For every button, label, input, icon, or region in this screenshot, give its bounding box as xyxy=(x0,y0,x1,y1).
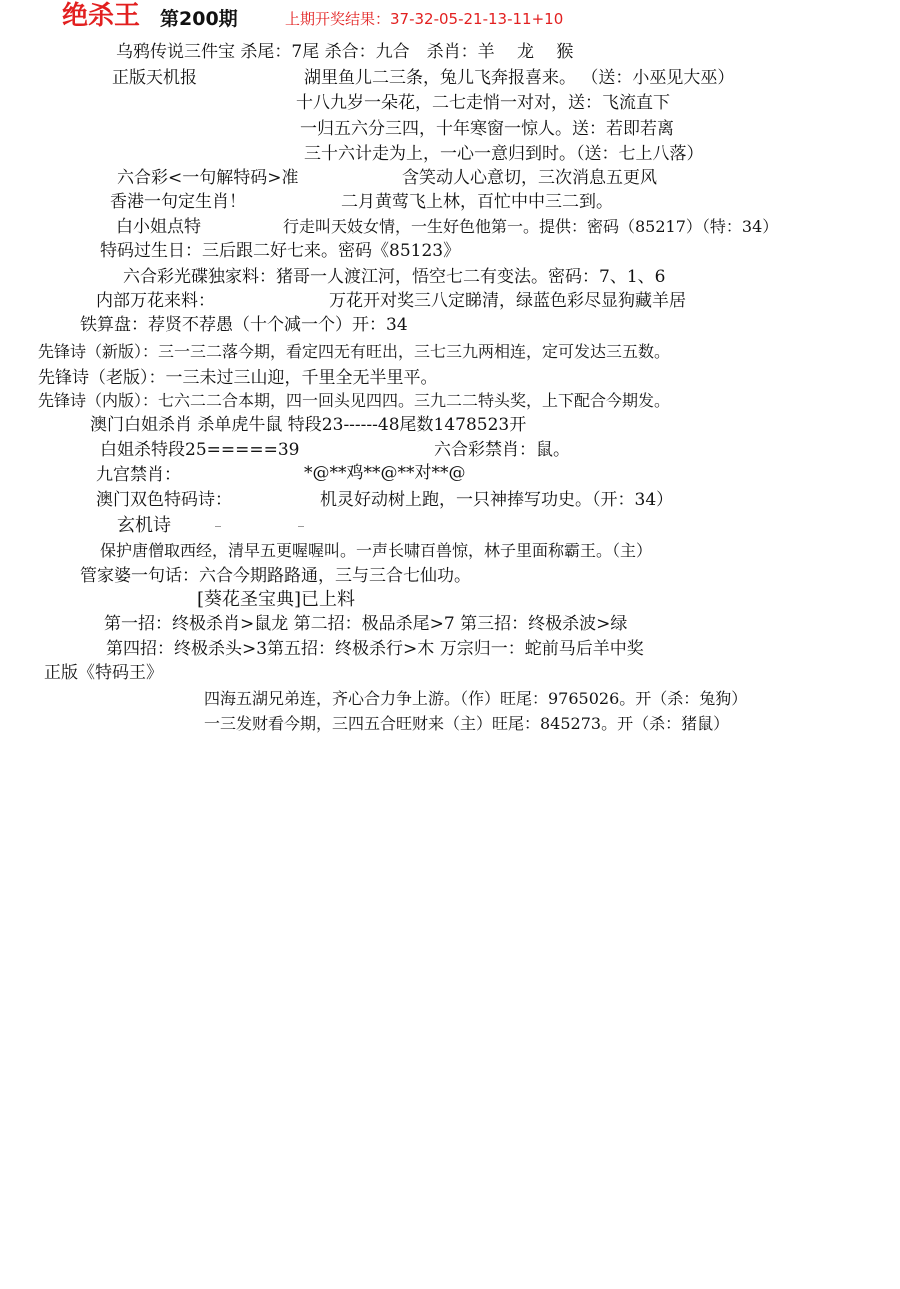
text-line: 澳门白姐杀肖 杀单虎牛鼠 特段23------48尾数1478523开 xyxy=(90,415,527,435)
text-line: 白姐杀特段25=====39 xyxy=(100,440,300,460)
text-line: 湖里鱼儿二三条，兔儿飞奔报喜来。 （送：小巫见大巫） xyxy=(304,68,735,88)
text-line: 保护唐僧取西经，清早五更喔喔叫。一声长啸百兽惊，林子里面称霸王。（主） xyxy=(100,541,653,560)
text-line: [葵花圣宝典]已上料 xyxy=(197,589,356,610)
text-line: 玄机诗 xyxy=(117,515,171,536)
text-line: 乌鸦传说三件宝 杀尾：7尾 杀合：九合 杀肖：羊 龙 猴 xyxy=(116,42,574,62)
text-line: 万花开对奖三八定睇清，绿蓝色彩尽显狗藏羊居 xyxy=(329,291,686,311)
text-line: 正版《特码王》 xyxy=(44,663,163,683)
text-line: 二月黄莺飞上林，百忙中中三二到。 xyxy=(341,192,613,212)
text-line: 第一招：终极杀肖>鼠龙 第二招：极品杀尾>7 第三招：终极杀波>绿 xyxy=(104,614,628,634)
text-line: 一三发财看今期，三四五合旺财来（主）旺尾：845273。开（杀：猪鼠） xyxy=(204,714,730,733)
text-line: 六合彩禁肖：鼠。 xyxy=(434,440,570,460)
text-line: 机灵好动树上跑，一只神捧写功史。（开：34） xyxy=(320,490,674,510)
text-line: 一归五六分三四，十年寒窗一惊人。送：若即若离 xyxy=(300,119,674,139)
issue-number: 第200期 xyxy=(160,8,238,30)
text-line: 先锋诗（新版）：三一三二落今期，看定四无有旺出，三七三九两相连，定可发达三五数。 xyxy=(38,342,671,361)
text-line: 特码过生日：三后跟二好七来。密码《85123》 xyxy=(100,241,461,261)
last-result: 上期开奖结果：37-32-05-21-13-11+10 xyxy=(285,10,564,28)
text-line: 先锋诗（内版）：七六二二合本期，四一回头见四四。三九二二特头奖，上下配合今期发。 xyxy=(38,391,671,410)
text-line: 四海五湖兄弟连，齐心合力争上游。（作）旺尾：9765026。开（杀：兔狗） xyxy=(204,689,748,708)
text-line: 第四招：终极杀头>3第五招：终极杀行>木 万宗归一：蛇前马后羊中奖 xyxy=(106,639,644,659)
divider xyxy=(215,526,221,527)
text-line: 六合彩<一句解特码>准 xyxy=(117,168,299,188)
text-line: 行走叫天妓女情，一生好色他第一。提供：密码（85217）（特：34） xyxy=(283,217,779,236)
text-line: 正版天机报 xyxy=(112,68,197,88)
text-line: 白小姐点特 xyxy=(116,217,201,237)
text-line: 香港一句定生肖！ xyxy=(110,192,246,212)
text-line: 三十六计走为上，一心一意归到时。（送：七上八落） xyxy=(304,144,704,164)
page-title: 绝杀王 xyxy=(62,1,141,31)
text-line: 十八九岁一朵花，二七走悄一对对，送：飞流直下 xyxy=(296,93,670,113)
text-line: 铁算盘：荐贤不荐愚（十个减一个）开：34 xyxy=(80,315,408,335)
text-line: 先锋诗（老版）：一三未过三山迎，千里全无半里平。 xyxy=(38,368,438,388)
text-line: 澳门双色特码诗： xyxy=(96,490,232,510)
text-line: 含笑动人心意切，三次消息五更风 xyxy=(402,168,657,188)
divider xyxy=(298,526,304,527)
text-line: 九宫禁肖： xyxy=(96,465,181,485)
text-line: 内部万花来料： xyxy=(96,291,215,311)
text-line: *@**鸡**@**对**@ xyxy=(304,463,466,483)
text-line: 六合彩光碟独家料：猪哥一人渡江河，悟空七二有变法。密码：7、1、6 xyxy=(123,267,666,287)
text-line: 管家婆一句话：六合今期路路通，三与三合七仙功。 xyxy=(80,566,471,586)
